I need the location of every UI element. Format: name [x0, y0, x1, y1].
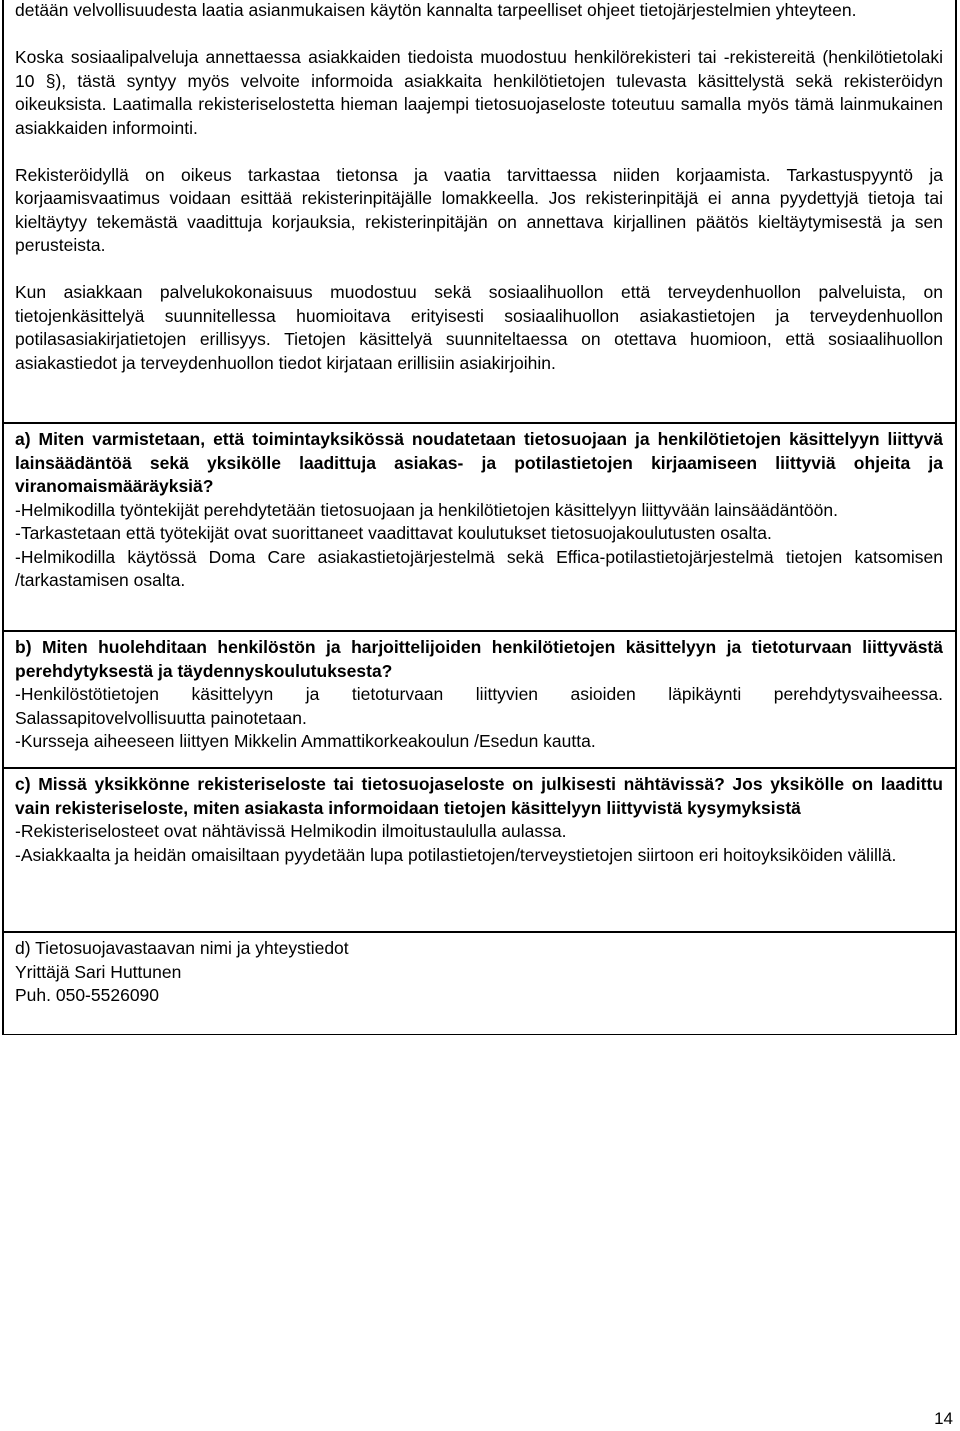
section-a-question: a) Miten varmistetaan, että toimintayksikössä noudatetaan tietosuojaan ja henkilötietojen käsittelyyn liittyvä lainsäädäntöä sekä yksikölle laadittuja asiakas- ja potilastietojen kirjaamiseen liittyviä ohjeita ja viranomaismääräyksiä? [15, 429, 943, 496]
section-b-answer-1: -Kursseja aiheeseen liittyen Mikkelin Ammattikorkeakoulun /Esedun kautta. [15, 731, 596, 751]
intro-paragraph-1: Koska sosiaalipalveluja annettaessa asiakkaiden tiedoista muodostuu henkilörekisteri tai -rekistereitä (henkilötietolaki 10 §), tästä syntyy myös velvoite informoida asiakkaita henkilötietojen tulevasta käsittelystä sekä rekisteröidyn oikeuksista. Laatimalla rekisteriselostetta hieman laajempi tietosuojaseloste toteutuu samalla myös tämä lainmukainen asiakkaiden informointi. [15, 47, 943, 138]
section-b-answer-0: -Henkilöstötietojen käsittelyyn ja tietoturvaan liittyvien asioiden läpikäynti perehdytysvaiheessa. Salassapitovelvollisuutta painotetaan. [15, 684, 943, 728]
section-a-answer-1: -Tarkastetaan että työtekijät ovat suorittaneet vaadittavat koulutukset tietosuojakoulutusten osalta. [15, 523, 772, 543]
intro-section [2, 0, 957, 423]
section-c-question: c) Missä yksikkönne rekisteriseloste tai tietosuojaseloste on julkisesti nähtävissä? Jos yksikölle on laadittu vain rekisteriseloste, miten asiakasta informoidaan tietojen käsittelyyn liittyvistä kysymyksistä [15, 774, 943, 818]
section-b [2, 631, 957, 768]
intro-paragraph-2: Rekisteröidyllä on oikeus tarkastaa tietonsa ja vaatia tarvittaessa niiden korjaamista. Tarkastuspyyntö ja korjaamisvaatimus voidaan esittää rekisterinpitäjälle lomakkeella. Jos rekisterinpitäjä ei anna pyydettyjä tietoja tai kieltäytyy tekemästä vaadittuja korjauksia, rekisterinpitäjän on annettava kirjallinen päätös kieltäytymisestä ja sen perusteista. [15, 164, 943, 255]
section-a-answer-2: -Helmikodilla käytössä Doma Care asiakastietojärjestelmä sekä Effica-potilastietojärjestelmä tietojen katsomisen /tarkastamisen osalta. [15, 546, 943, 590]
section-b-question: b) Miten huolehditaan henkilöstön ja harjoittelijoiden henkilötietojen käsittelyyn ja tietoturvaan liittyvästä perehdytyksestä ja täydennyskoulutuksesta? [15, 637, 943, 681]
section-a [2, 423, 957, 631]
contact-phone: Puh. 050-5526090 [15, 985, 160, 1005]
section-c [2, 768, 957, 932]
section-a-answer-0: -Helmikodilla työntekijät perehdytetään tietosuojaan ja henkilötietojen käsittelyyn liittyvään lainsäädäntöön. [15, 499, 838, 520]
section-c-answer-1: -Asiakkaalta ja heidän omaisiltaan pyydetään lupa potilastietojen/terveystietojen siirtoon eri hoitoyksiköiden välillä. [15, 844, 897, 865]
contact-name: Yrittäjä Sari Huttunen [15, 961, 182, 982]
intro-paragraph-0: detään velvollisuudesta laatia asianmukaisen käytön kannalta tarpeelliset ohjeet tietojärjestelmien yhteyteen. [15, 0, 857, 20]
intro-paragraph-3: Kun asiakkaan palvelukokonaisuus muodostuu sekä sosiaalihuollon että terveydenhuollon palveluista, on tietojenkäsittelyä suunnitellessa huomioitava erityisesti sosiaalihuollon asiakastietojen ja terveydenhuollon potilasasiakirjatietojen erillisyys. Tietojen käsittelyä suunniteltaessa on otettava huomioon, että sosiaalihuollon asiakastiedot ja terveydenhuollon tiedot kirjataan erillisiin asiakirjoihin. [15, 282, 943, 373]
page-number: 14 [934, 1409, 953, 1428]
section-c-answer-0: -Rekisteriselosteet ovat nähtävissä Helmikodin ilmoitustaululla aulassa. [15, 821, 567, 841]
section-d-heading: d) Tietosuojavastaavan nimi ja yhteystiedot [15, 938, 349, 958]
section-d [2, 932, 957, 1035]
